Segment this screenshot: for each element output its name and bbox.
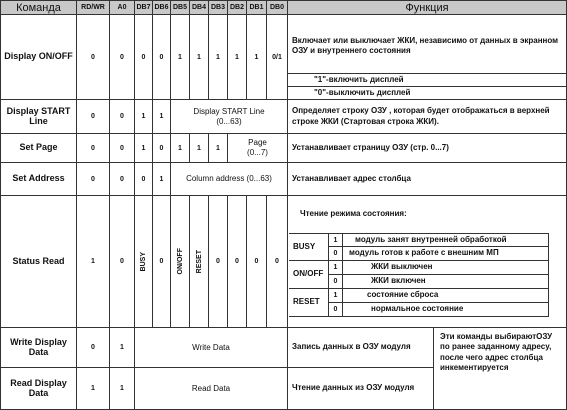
set-address-field: Column address (0...63)	[171, 163, 288, 196]
header-db5: DB5	[171, 0, 190, 15]
cmd-set-address: Set Address	[0, 163, 77, 196]
cmd-display-on-off: Display ON/OFF	[0, 15, 77, 100]
display-on-off-a0: 0	[110, 15, 135, 100]
read-data-rdwr: 1	[77, 368, 110, 410]
set-page-db5: 1	[171, 134, 190, 163]
status-onoff-t0: ЖКИ включен	[343, 275, 549, 289]
status-read-db6: 0	[153, 196, 171, 328]
display-on-off-db6: 0	[153, 15, 171, 100]
write-data-field: Write Data	[135, 328, 288, 368]
status-onoff-v1: 1	[329, 261, 343, 275]
read-data-description: Чтение данных из ОЗУ модуля	[288, 368, 434, 410]
status-read-title: Чтение режима состояния:	[300, 208, 407, 218]
set-address-db7: 0	[135, 163, 153, 196]
display-start-line-field: Display START Line (0...63)	[171, 100, 288, 134]
status-read-a0: 0	[110, 196, 135, 328]
status-busy-v0: 0	[329, 247, 343, 261]
write-data-a0: 1	[110, 328, 135, 368]
set-address-description: Устанавливает адрес столбца	[288, 163, 567, 196]
status-flag-onoff: ON/OFF	[289, 261, 329, 289]
status-busy-t1: модуль занят внутренней обработкой	[343, 233, 549, 247]
set-page-a0: 0	[110, 134, 135, 163]
status-flag-busy: BUSY	[289, 233, 329, 261]
status-read-db1: 0	[247, 196, 267, 328]
header-a0: A0	[110, 0, 135, 15]
status-read-db3: 0	[209, 196, 228, 328]
display-start-db7: 1	[135, 100, 153, 134]
display-on-off-db7: 0	[135, 15, 153, 100]
header-db7: DB7	[135, 0, 153, 15]
status-busy-t0: модуль готов к работе с внешним МП	[343, 247, 549, 261]
set-page-db7: 1	[135, 134, 153, 163]
status-read-db5	[171, 196, 190, 328]
status-onoff-v0: 0	[329, 275, 343, 289]
cmd-write-display-data: Write Display Data	[0, 328, 77, 368]
set-page-description: Устанавливает страницу ОЗУ (стр. 0...7)	[288, 134, 567, 163]
status-read-db7	[135, 196, 153, 328]
display-on-off-db1: 1	[247, 15, 267, 100]
status-read-reset-label: RESET	[195, 249, 203, 274]
header-rdwr: RD/WR	[77, 0, 110, 15]
display-on-off-rdwr: 0	[77, 15, 110, 100]
header-db0: DB0	[267, 0, 288, 15]
set-address-rdwr: 0	[77, 163, 110, 196]
write-data-rdwr: 0	[77, 328, 110, 368]
display-on-off-db5: 1	[171, 15, 190, 100]
status-reset-v1: 1	[329, 289, 343, 303]
status-read-db2: 0	[228, 196, 247, 328]
cmd-set-page: Set Page	[0, 134, 77, 163]
header-db1: DB1	[247, 0, 267, 15]
display-start-a0: 0	[110, 100, 135, 134]
header-function: Функция	[288, 0, 567, 15]
set-page-db3: 1	[209, 134, 228, 163]
display-on-off-db2: 1	[228, 15, 247, 100]
header-db2: DB2	[228, 0, 247, 15]
set-page-field: Page (0...7)	[228, 134, 288, 163]
display-on-off-option-1: "1"-включить дисплей	[288, 73, 567, 87]
status-read-db4	[190, 196, 209, 328]
display-on-off-description: Включает или выключает ЖКИ, независимо от данных в экранном ОЗУ и внутреннего состояния	[288, 15, 567, 73]
status-read-onoff-label: ON/OFF	[176, 248, 184, 275]
set-address-db6: 1	[153, 163, 171, 196]
set-address-a0: 0	[110, 163, 135, 196]
cmd-status-read: Status Read	[0, 196, 77, 328]
status-reset-t1: состояние сброса	[343, 289, 549, 303]
display-start-rdwr: 0	[77, 100, 110, 134]
cmd-read-display-data: Read Display Data	[0, 368, 77, 410]
status-read-busy-label: BUSY	[140, 251, 147, 272]
status-reset-t0: нормальное состояние	[343, 303, 549, 317]
header-command: Команда	[0, 0, 77, 15]
write-data-description: Запись данных в ОЗУ модуля	[288, 328, 434, 368]
header-db4: DB4	[190, 0, 209, 15]
display-start-description: Определяет строку ОЗУ , которая будет отображаться в верхней строке ЖКИ (Стартовая строка ЖКИ).	[288, 100, 567, 134]
data-commands-note: Эти команды выбираютОЗУ по ранее заданному адресу, после чего адрес столбца инкементируется	[434, 328, 567, 410]
display-on-off-db3: 1	[209, 15, 228, 100]
status-reset-v0: 0	[329, 303, 343, 317]
status-read-db0: 0	[267, 196, 288, 328]
set-page-rdwr: 0	[77, 134, 110, 163]
set-page-db4: 1	[190, 134, 209, 163]
display-on-off-db4: 1	[190, 15, 209, 100]
display-on-off-db0: 0/1	[267, 15, 288, 100]
read-data-field: Read Data	[135, 368, 288, 410]
status-read-rdwr: 1	[77, 196, 110, 328]
display-start-db6: 1	[153, 100, 171, 134]
cmd-display-start-line: Display START Line	[0, 100, 77, 134]
header-db6: DB6	[153, 0, 171, 15]
read-data-a0: 1	[110, 368, 135, 410]
status-flag-reset: RESET	[289, 289, 329, 317]
status-busy-v1: 1	[329, 233, 343, 247]
header-db3: DB3	[209, 0, 228, 15]
display-on-off-option-0: "0"-выключить дисплей	[288, 87, 567, 100]
set-page-db6: 0	[153, 134, 171, 163]
status-onoff-t1: ЖКИ выключен	[343, 261, 549, 275]
